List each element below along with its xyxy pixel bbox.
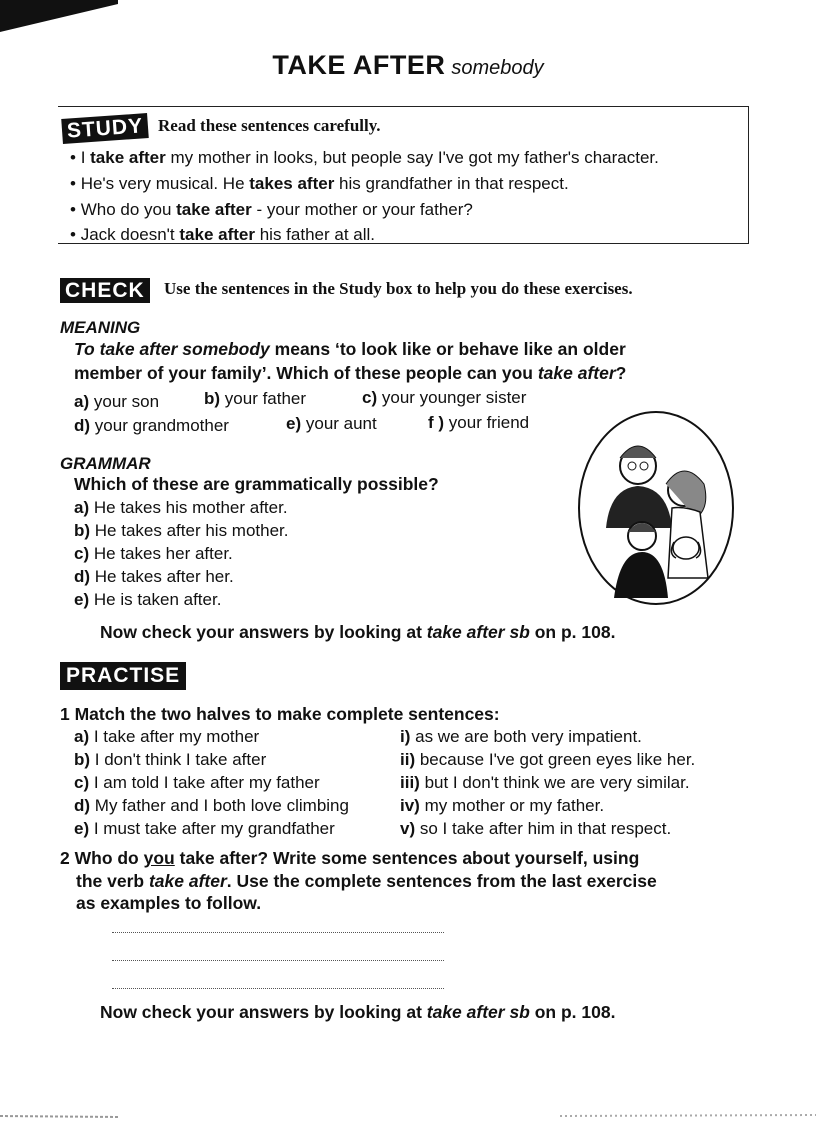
study-sentence: • Jack doesn't take after his father at all. (70, 225, 376, 244)
grammar-option: c) He takes her after. (74, 544, 233, 563)
match-right-item: ii) because I've got green eyes like her. (400, 750, 696, 769)
match-left-item: b) I don't think I take after (74, 750, 267, 769)
match-left-item: e) I must take after my grandfather (74, 819, 335, 838)
writing-line[interactable] (112, 960, 444, 961)
page-title (0, 50, 816, 81)
meaning-option: f ) your friend (428, 413, 530, 432)
check-answer-note: Now check your answers by looking at take after sb on p. 108. (100, 622, 616, 642)
grammar-option: a) He takes his mother after. (74, 498, 288, 517)
check-tag: CHECK (60, 278, 150, 303)
exercise2-instruction-line1: 2 Who do you take after? Write some sentences about yourself, using (60, 848, 640, 868)
meaning-option: c) your younger sister (362, 388, 527, 407)
grammar-option: d) He takes after her. (74, 567, 234, 586)
check-heading: Use the sentences in the Study box to help you do these exercises. (164, 279, 633, 298)
meaning-option: d) your grandmother (74, 416, 229, 435)
practise-answer-note: Now check your answers by looking at take after sb on p. 108. (100, 1002, 616, 1022)
match-left-item: c) I am told I take after my father (74, 773, 320, 792)
grammar-title: GRAMMAR (60, 454, 151, 473)
grammar-option: e) He is taken after. (74, 590, 222, 609)
exercise2-instruction-line2: the verb take after. Use the complete sentences from the last exercise (76, 871, 657, 891)
match-right-item: iv) my mother or my father. (400, 796, 605, 815)
match-right-item: v) so I take after him in that respect. (400, 819, 672, 838)
family-illustration (576, 408, 736, 608)
grammar-question: Which of these are grammatically possible? (74, 474, 439, 494)
meaning-question-line1: To take after somebody means ‘to look like or behave like an older (74, 339, 626, 359)
study-heading: Read these sentences carefully. (158, 116, 381, 135)
meaning-title: MEANING (60, 318, 141, 337)
writing-line[interactable] (112, 932, 444, 933)
scan-edge-decoration (0, 1108, 816, 1120)
meaning-question-line2: member of your family’. Which of these people can you take after? (74, 363, 627, 383)
meaning-option: a) your son (74, 392, 160, 411)
exercise1-instruction: 1 Match the two halves to make complete sentences: (60, 704, 500, 724)
meaning-option: e) your aunt (286, 414, 377, 433)
match-left-item: a) I take after my mother (74, 727, 260, 746)
match-right-item: i) as we are both very impatient. (400, 727, 642, 746)
match-left-item: d) My father and I both love climbing (74, 796, 349, 815)
meaning-option: b) your father (204, 389, 307, 408)
grammar-option: b) He takes after his mother. (74, 521, 289, 540)
practise-tag: PRACTISE (60, 662, 186, 690)
study-sentence: • Who do you take after - your mother or your father? (70, 200, 473, 219)
study-tag: STUDY (61, 113, 149, 144)
match-right-item: iii) but I don't think we are very similar. (400, 773, 690, 792)
corner-mark-decoration (0, 0, 120, 40)
title-sub: somebody (451, 57, 544, 79)
title-main: TAKE AFTER (272, 50, 446, 80)
exercise2-instruction-line3: as examples to follow. (76, 893, 262, 913)
study-sentence: • He's very musical. He takes after his grandfather in that respect. (70, 174, 569, 193)
writing-line[interactable] (112, 988, 444, 989)
study-sentence: • I take after my mother in looks, but people say I've got my father's character. (70, 148, 659, 167)
